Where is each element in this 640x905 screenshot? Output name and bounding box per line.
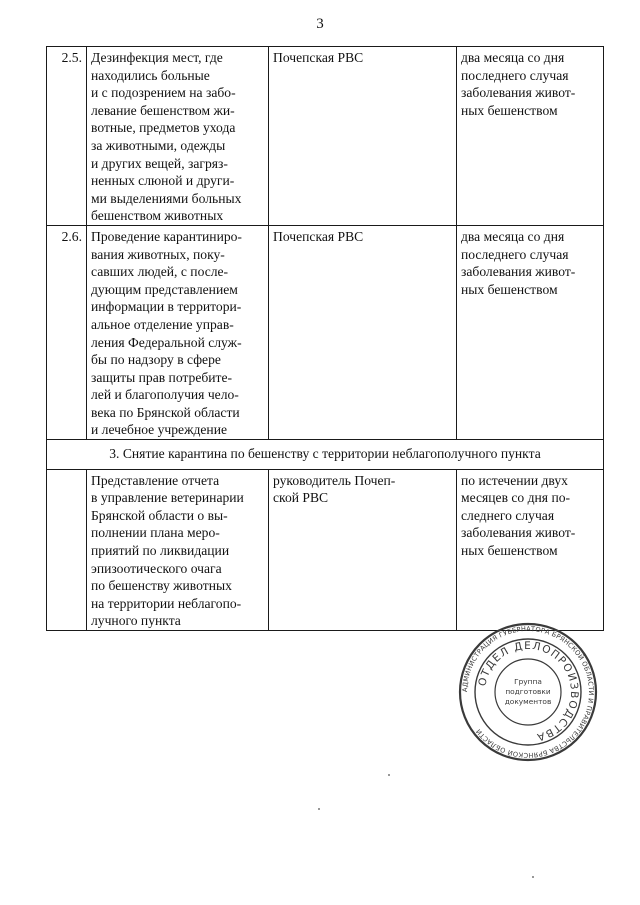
measures-table (46, 46, 604, 631)
seal-center-line: документов (504, 697, 552, 706)
term-line: ных бешенством (461, 102, 558, 118)
action-line: дующим представлением (91, 281, 238, 297)
executor-line: ской РВС (273, 490, 329, 506)
table-row (47, 47, 604, 226)
row-number: 2.6. (47, 225, 87, 439)
term-line: ных бешенством (461, 543, 558, 559)
seal-graphic (458, 622, 598, 762)
table-row (47, 225, 604, 439)
section-title: 3. Снятие карантина по бешенству с территории неблагополучного пункта (47, 440, 604, 470)
scan-speck (532, 876, 534, 878)
seal-center-line: подготовки (505, 687, 551, 696)
seal-ring-text: ОТДЕЛ ДЕЛОПРОИЗВОДСТВА (476, 639, 581, 744)
term-cell (457, 469, 604, 630)
action-line: приятий по ликвидации (91, 543, 230, 559)
action-line: ми выделениями больных (91, 190, 242, 206)
action-cell (87, 469, 269, 630)
action-line: лучного пункта (91, 613, 181, 629)
page-number: 3 (316, 16, 324, 32)
term-line: последнего случая (461, 246, 569, 262)
executor-line: Почепская РВС (273, 50, 364, 65)
action-line: за животными, одежды (91, 137, 226, 153)
executor-cell (269, 225, 457, 439)
action-line: левание бешенством жи- (91, 102, 235, 118)
action-line: эпизоотического очага (91, 560, 222, 576)
official-seal (458, 622, 598, 762)
seal-outer-text: АДМИНИСТРАЦИЯ ГУБЕРНАТОРА БРЯНСКОЙ ОБЛАСТИ И ПРАВИТЕЛЬСТВА БРЯНСКОЙ ОБЛАСТИ (460, 624, 596, 760)
term-cell (457, 225, 604, 439)
action-line: альное отделение управ- (91, 316, 234, 332)
action-line: савших людей, с после- (91, 264, 229, 280)
row-number: 2.5. (47, 47, 87, 226)
action-line: и лечебное учреждение (91, 422, 227, 438)
action-line: ления Федеральной служ- (91, 334, 242, 350)
row-number (47, 469, 87, 630)
action-line: лей и благополучия чело- (91, 387, 239, 403)
executor-cell (269, 47, 457, 226)
action-line: и с подозрением на забо- (91, 85, 236, 101)
action-line: Дезинфекция мест, где (91, 50, 223, 65)
action-line: на территории неблагопо- (91, 595, 242, 611)
executor-cell (269, 469, 457, 630)
action-cell (87, 225, 269, 439)
action-line: в управление ветеринарии (91, 490, 244, 506)
action-line: века по Брянской области (91, 404, 240, 420)
executor-line: руководитель Почеп- (273, 472, 396, 488)
action-line: полнении плана меро- (91, 525, 220, 541)
term-cell (457, 47, 604, 226)
scan-speck (318, 808, 320, 810)
action-cell (87, 47, 269, 226)
action-line: бешенством животных (91, 208, 224, 224)
action-line: Проведение карантиниро- (91, 228, 242, 244)
term-line: заболевания живот- (461, 525, 576, 541)
term-line: ных бешенством (461, 281, 558, 297)
action-line: вания животных, поку- (91, 246, 225, 262)
term-line: два месяца со дня (461, 50, 565, 65)
term-line: два месяца со дня (461, 228, 565, 244)
term-line: заболевания живот- (461, 85, 576, 101)
action-line: защиты прав потребите- (91, 369, 233, 385)
term-line: следнего случая (461, 507, 555, 523)
action-line: информации в территори- (91, 299, 242, 315)
action-line: и других вещей, загряз- (91, 155, 228, 171)
seal-center-line: Группа (514, 677, 542, 686)
action-line: ненных слюной и други- (91, 173, 235, 189)
term-line: месяцев со дня по- (461, 490, 571, 506)
term-line: заболевания живот- (461, 264, 576, 280)
action-line: бы по надзору в сфере (91, 352, 221, 368)
executor-line: Почепская РВС (273, 228, 364, 244)
term-line: последнего случая (461, 67, 569, 83)
action-line: Представление отчета (91, 472, 220, 488)
action-line: Брянской области о вы- (91, 507, 228, 523)
table-row (47, 469, 604, 630)
action-line: вотные, предметов ухода (91, 120, 236, 136)
section-heading-row (47, 440, 604, 470)
action-line: находились больные (91, 67, 210, 83)
scan-speck (388, 774, 390, 776)
term-line: по истечении двух (461, 472, 568, 488)
action-line: по бешенству животных (91, 578, 232, 594)
